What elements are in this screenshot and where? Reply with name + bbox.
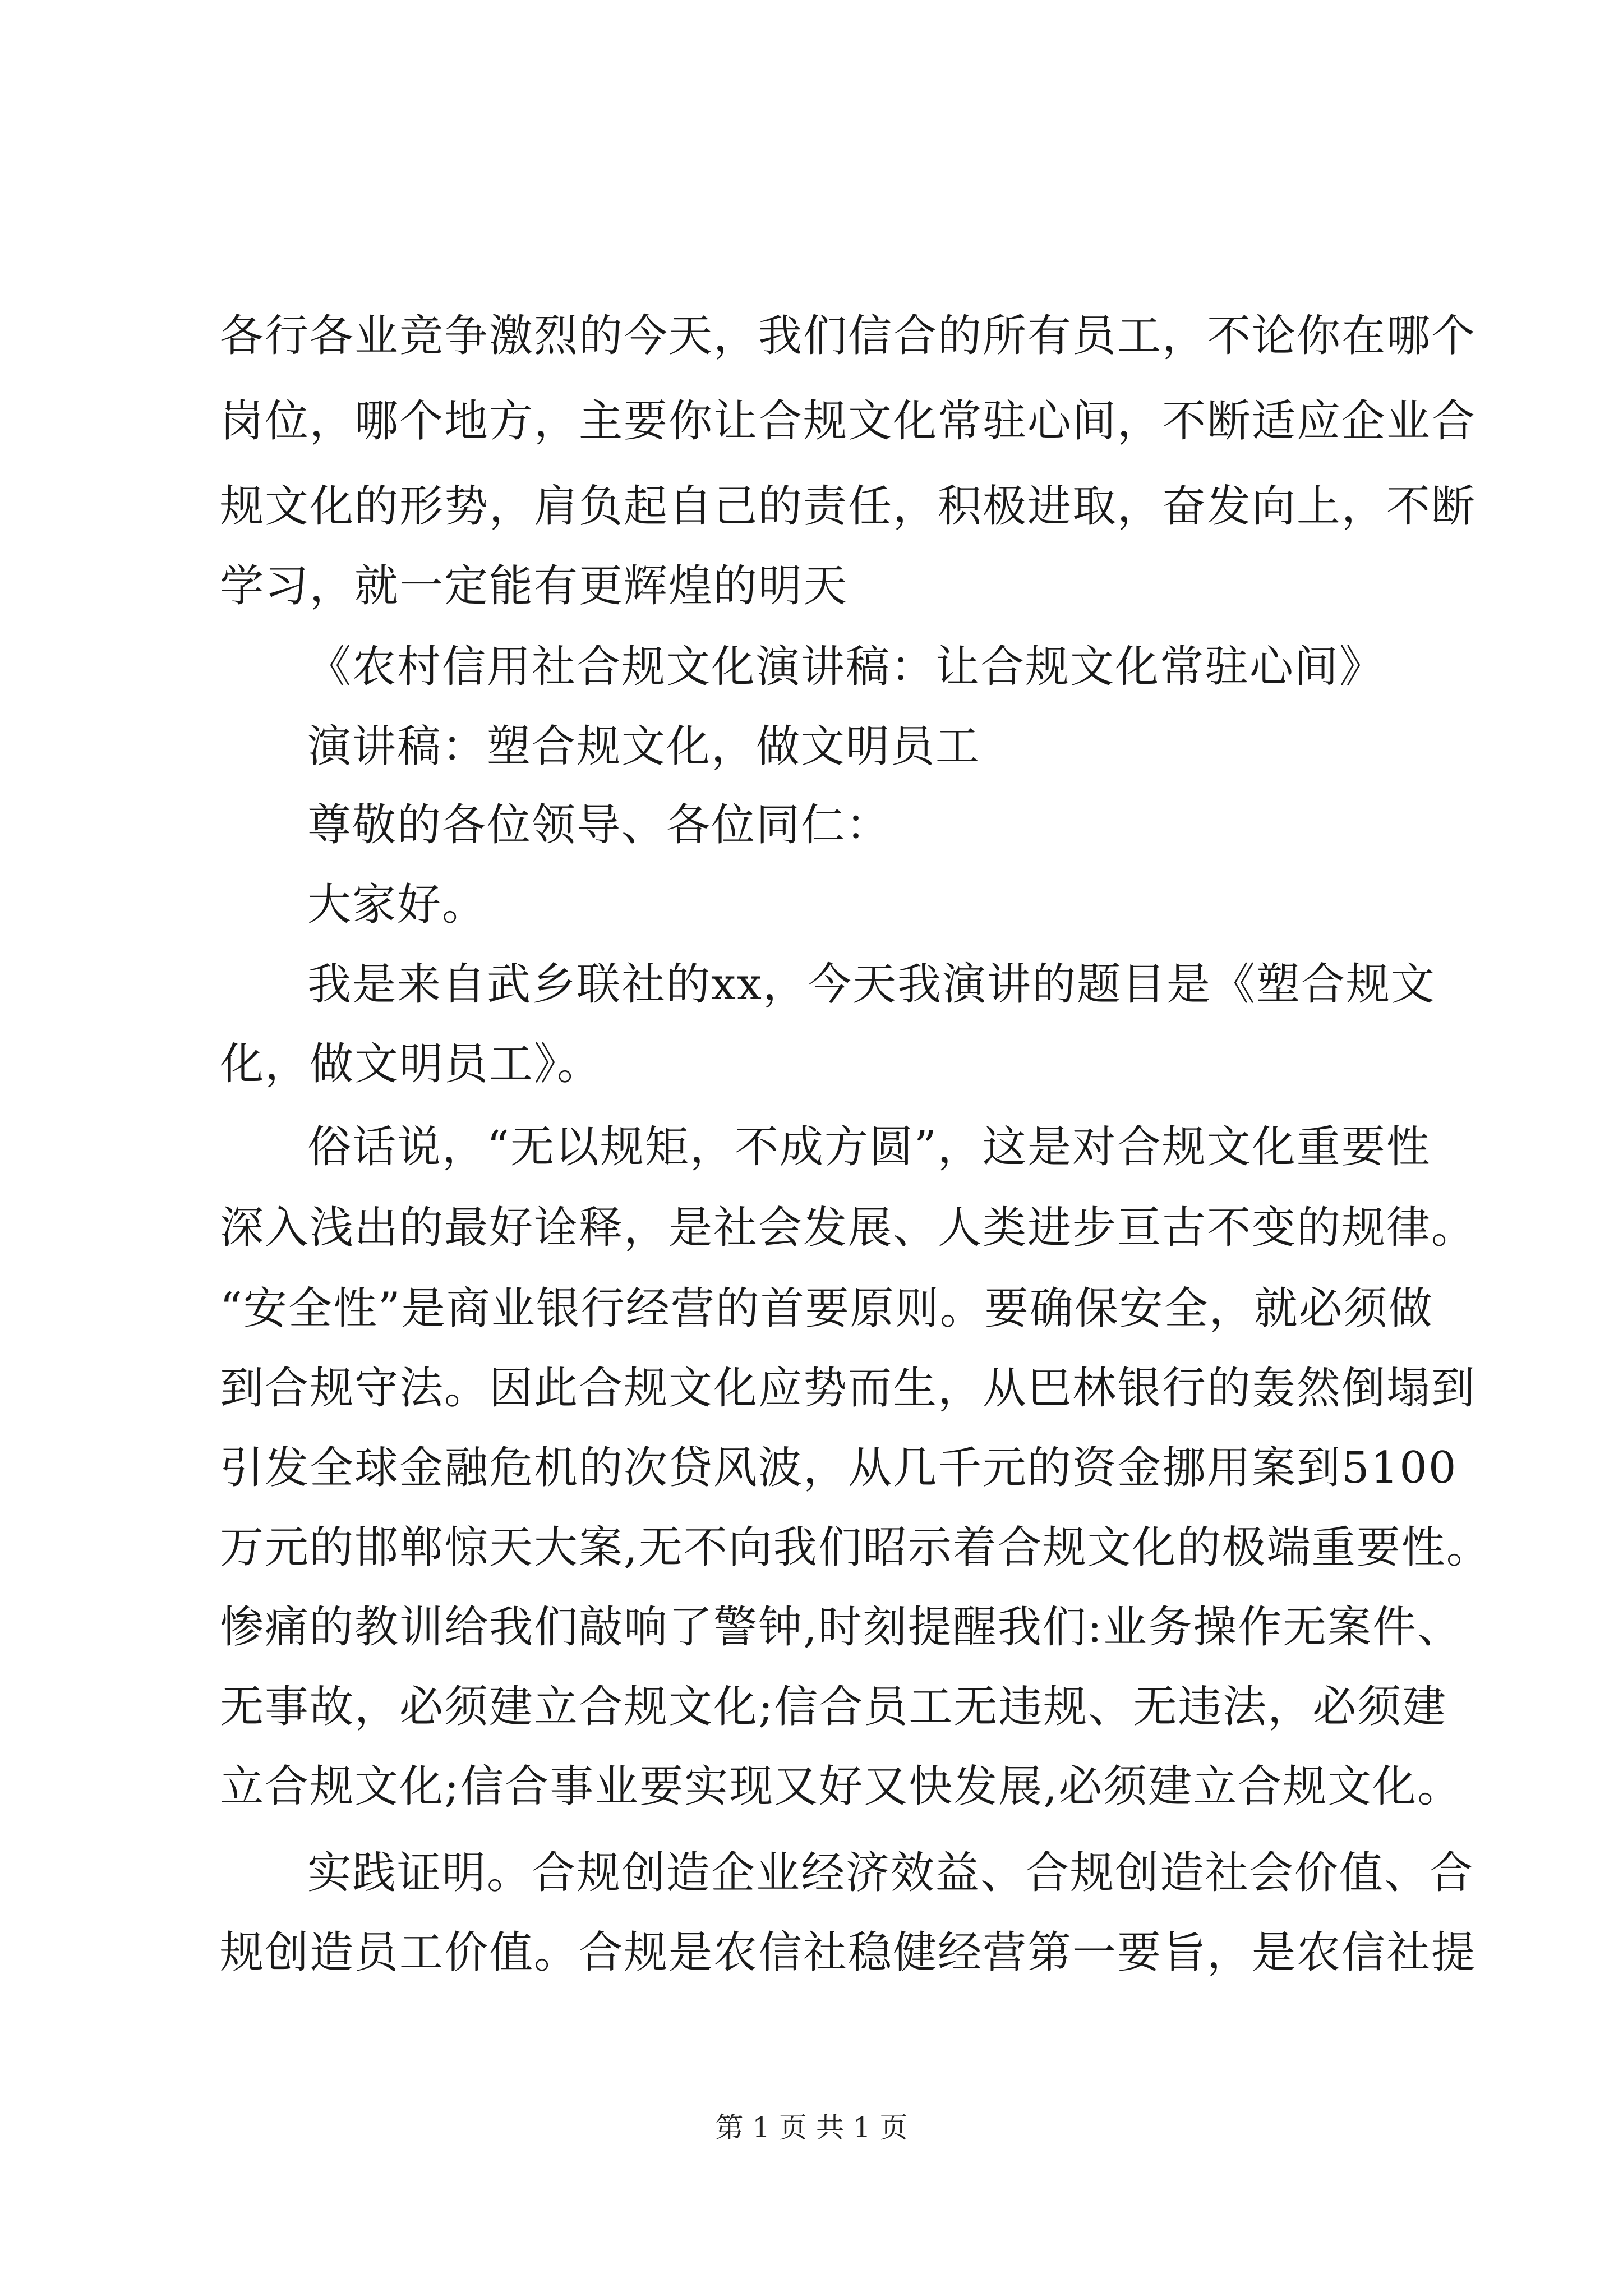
page-footer: 第 1 页 共 1 页 (715, 2111, 908, 2144)
body-line: 万元的邯郸惊天大案,无不向我们昭示着合规文化的极端重要性。 (220, 1522, 1491, 1573)
body-line: 引发全球金融危机的次贷风波，从几千元的资金挪用案到5100 (220, 1443, 1458, 1493)
body-line: 我是来自武乡联社的xx，今天我演讲的题目是《塑合规文 (307, 959, 1436, 1010)
body-line: 规创造员工价值。合规是农信社稳健经营第一要旨，是农信社提 (220, 1927, 1477, 1978)
body-line: 深入浅出的最好诠释，是社会发展、人类进步亘古不变的规律。 (220, 1203, 1477, 1253)
body-line: 规文化的形势，肩负起自己的责任，积极进取，奋发向上，不断 (220, 481, 1477, 532)
body-line: 到合规守法。因此合规文化应势而生，从巴林银行的轰然倒塌到 (220, 1363, 1477, 1414)
body-line: 各行各业竞争激烈的今天，我们信合的所有员工，不论你在哪个 (220, 311, 1477, 361)
body-line: 学习，就一定能有更辉煌的明天 (220, 561, 849, 611)
greeting-line: 大家好。 (307, 880, 487, 930)
body-line: “安全性”是商业银行经营的首要原则。要确保安全，就必须做 (220, 1283, 1433, 1334)
body-line: 立合规文化;信合事业要实现又好又快发展,必须建立合规文化。 (220, 1761, 1463, 1812)
body-line: 无事故，必须建立合规文化;信合员工无违规、无违法，必须建 (220, 1682, 1447, 1732)
speech-title-line: 《农村信用社合规文化演讲稿：让合规文化常驻心间》 (307, 642, 1385, 692)
speech-subtitle-line: 演讲稿：塑合规文化，做文明员工 (307, 721, 981, 772)
body-line: 俗话说，“无以规矩，不成方圆”，这是对合规文化重要性 (307, 1122, 1431, 1172)
body-line: 岗位，哪个地方，主要你让合规文化常驻心间，不断适应企业合 (220, 396, 1477, 447)
body-line: 惨痛的教训给我们敲响了警钟,时刻提醒我们:业务操作无案件、 (220, 1602, 1463, 1653)
salutation-line: 尊敬的各位领导、各位同仁： (307, 800, 891, 850)
body-line: 实践证明。合规创造企业经济效益、合规创造社会价值、合 (307, 1848, 1474, 1898)
body-line: 化，做文明员工》。 (220, 1039, 602, 1089)
